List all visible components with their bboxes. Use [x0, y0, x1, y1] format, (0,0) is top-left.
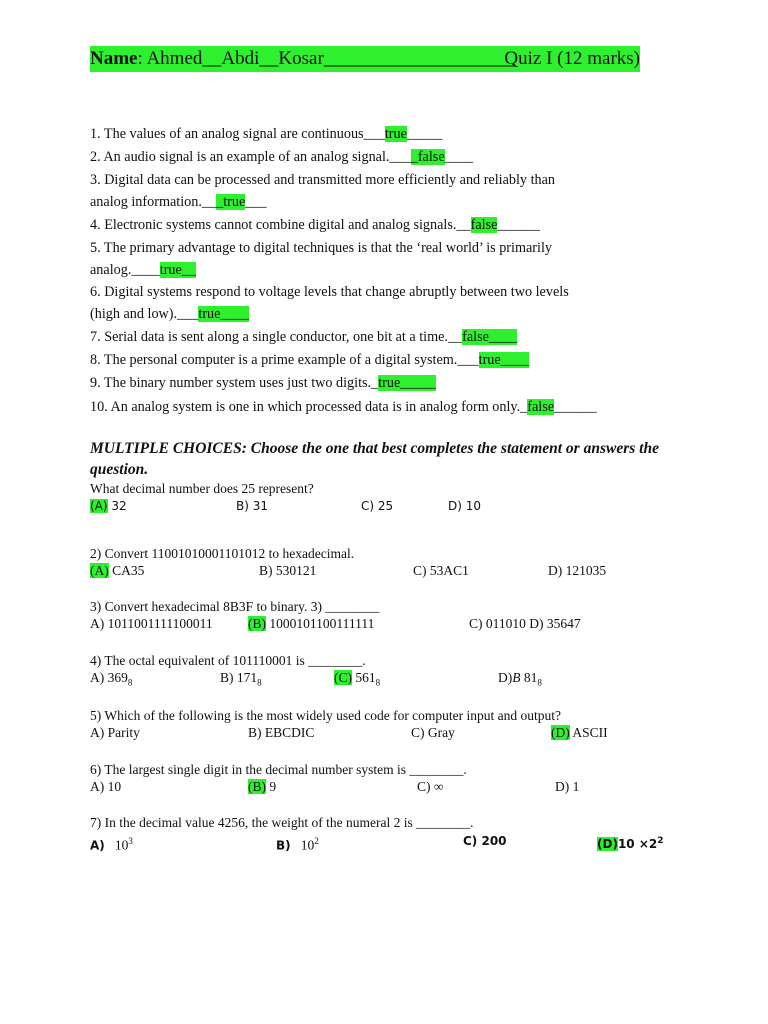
mc-question-5: 5) Which of the following is the most widely used code for computer input and output?	[90, 708, 562, 723]
mc6-option-b: (B) 9	[248, 779, 277, 794]
mc1-option-b: B) 31	[236, 499, 268, 513]
mc-question-1: What decimal number does 25 represent?	[90, 481, 314, 496]
mc3-option-cd: C) 011010 D) 35647	[469, 616, 581, 631]
mc6-option-c: C) ∞	[417, 779, 444, 794]
tf-question-8: 8. The personal computer is a prime example of a digital system.___true____	[90, 352, 530, 368]
mc2-option-a: (A) CA35	[90, 563, 145, 578]
mc-heading: MULTIPLE CHOICES: Choose the one that best completes the statement or answers the question.	[90, 440, 659, 478]
mc4-option-d: D)B $81_8$	[498, 670, 542, 688]
mc2-option-b: B) 530121	[259, 563, 317, 578]
mc3-selected-mark: (B)	[248, 616, 266, 631]
mc4-option-b: B) $171_8$	[220, 670, 262, 688]
quiz-title: Quiz I (12 marks)	[504, 48, 640, 69]
tf-question-10: 10. An analog system is one in which processed data is in analog form only._false______	[90, 399, 597, 415]
mc3-option-b: (B) 1000101100111111	[248, 616, 375, 631]
mc2-option-d: D) 121035	[548, 563, 607, 578]
mc7-option-c: C) 200	[463, 834, 507, 848]
tf-question-2: 2. An audio signal is an example of an analog signal.____false____	[90, 149, 473, 165]
mc1-option-d: D) 10	[448, 499, 482, 513]
mc2-option-c: C) 53AC1	[413, 563, 469, 578]
tf-answer-2: _false	[410, 149, 445, 165]
mc6-selected-mark: (B)	[248, 779, 266, 794]
tf-answer-5: true__	[159, 262, 196, 278]
mc-question-4: 4) The octal equivalent of 101110001 is ________.	[90, 653, 366, 668]
tf-answer-8: true____	[478, 352, 530, 368]
mc4-option-a: A) $369_8$	[90, 670, 133, 688]
mc7-selected-mark: (D)	[597, 837, 618, 851]
mc7-option-a: A) $10^3$	[90, 836, 133, 853]
tf-answer-9: true_____	[378, 375, 436, 391]
mc4-selected-mark: (C)	[334, 670, 352, 685]
name-value: : Ahmed__Abdi__Kosar____________________	[137, 48, 514, 69]
tf-answer-1: true	[384, 126, 407, 142]
tf-question-4: 4. Electronic systems cannot combine digital and analog signals.__false______	[90, 217, 540, 233]
tf-question-9: 9. The binary number system uses just two digits._true_____	[90, 375, 436, 391]
mc5-option-b: B) EBCDIC	[248, 725, 315, 740]
mc7-option-d: $(D)10 \times 2^2$	[597, 836, 664, 851]
tf-answer-3: _true	[216, 194, 246, 210]
mc-question-6: 6) The largest single digit in the decimal number system is ________.	[90, 762, 467, 777]
mc-question-2: 2) Convert 11001010001101012 to hexadecimal.	[90, 546, 355, 561]
header-bar	[90, 46, 640, 72]
tf-question-1: 1. The values of an analog signal are continuous___true_____	[90, 126, 443, 142]
student-name	[90, 46, 514, 72]
mc5-option-c: C) Gray	[411, 725, 455, 740]
mc1-option-c: C) 25	[361, 499, 394, 513]
tf-answer-7: false____	[462, 329, 518, 345]
mc7-option-b: B) $10^2$	[276, 836, 319, 853]
mc1-option-a: (A) 32	[90, 499, 127, 513]
mc-question-3: 3) Convert hexadecimal 8B3F to binary. 3) ________	[90, 599, 380, 614]
mc2-selected-mark: (A)	[90, 563, 109, 578]
mc6-option-a: A) 10	[90, 779, 122, 794]
tf-question-3: 3. Digital data can be processed and transmitted more efficiently and reliably than analog information.___true___	[90, 172, 556, 210]
tf-answer-10: false	[527, 399, 555, 415]
mc5-selected-mark: (D)	[551, 725, 570, 740]
mc3-option-a: A) 1011001111100011	[90, 616, 213, 631]
mc5-option-a: A) Parity	[90, 725, 140, 740]
tf-answer-6: true____	[198, 306, 249, 322]
tf-question-5: 5. The primary advantage to digital techniques is that the ‘real world’ is primarily analog.____true__	[90, 240, 553, 278]
tf-answer-4: false	[470, 217, 498, 233]
mc4-option-c: (C) $561_8$	[334, 670, 381, 688]
mc5-option-d: (D) ASCII	[551, 725, 608, 740]
mc6-option-d: D) 1	[555, 779, 580, 794]
tf-question-7: 7. Serial data is sent along a single conductor, one bit at a time.__false____	[90, 329, 518, 345]
name-label: Name	[90, 48, 138, 69]
tf-question-6: 6. Digital systems respond to voltage levels that change abruptly between two levels (high and low).___true____	[90, 284, 569, 322]
mc-question-7: 7) In the decimal value 4256, the weight of the numeral 2 is ________.	[90, 815, 474, 830]
mc1-selected-mark: (A)	[90, 499, 108, 513]
